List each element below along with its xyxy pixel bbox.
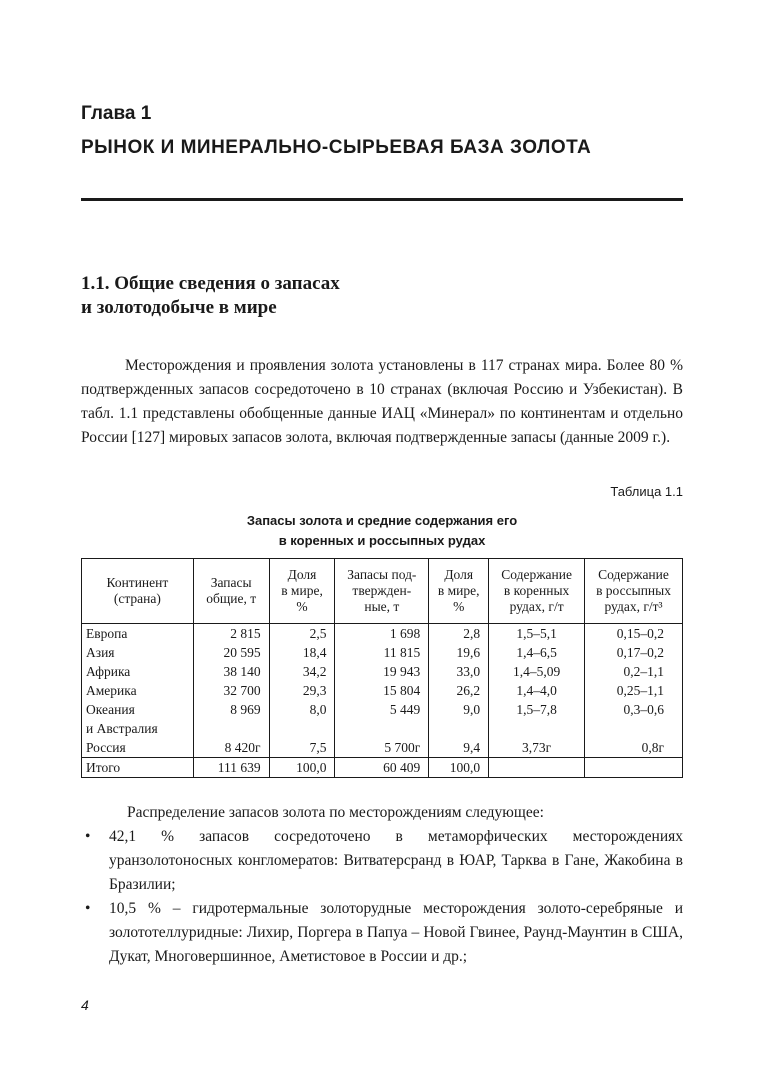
table-cell: 0,8г <box>585 738 683 758</box>
table-row <box>82 738 683 758</box>
table-cell: 0,17–0,2 <box>585 643 683 662</box>
table-cell <box>489 719 585 738</box>
section-title <box>81 272 681 320</box>
gold-reserves-table <box>81 558 683 778</box>
column-header <box>489 559 585 624</box>
chapter-title: РЫНОК И МИНЕРАЛЬНО-СЫРЬЕВАЯ БАЗА ЗОЛОТА <box>81 137 592 158</box>
table-cell: Океания <box>82 700 194 719</box>
table-cell: 26,2 <box>429 681 489 700</box>
table-cell: 2,5 <box>269 624 335 644</box>
table-cell: 15 804 <box>335 681 429 700</box>
table-title-line-2: в коренных и россыпных рудах <box>278 533 486 548</box>
table-body <box>82 624 683 778</box>
table-row <box>82 624 683 644</box>
column-header-line: в россыпных <box>596 583 671 598</box>
column-header-line: Содержание <box>501 567 572 582</box>
table-cell: 1,5–5,1 <box>489 624 585 644</box>
table-cell: 34,2 <box>269 662 335 681</box>
distribution-list <box>81 825 683 969</box>
table-cell: 9,4 <box>429 738 489 758</box>
table-cell: 5 449 <box>335 700 429 719</box>
table-cell: 60 409 <box>335 758 429 778</box>
column-header-line: Запасы под- <box>347 567 417 582</box>
table-cell <box>193 719 269 738</box>
column-header <box>429 559 489 624</box>
table-cell: 1,5–7,8 <box>489 700 585 719</box>
column-header <box>335 559 429 624</box>
column-header-line: в мире, <box>281 583 323 598</box>
column-header-line: Запасы <box>210 575 252 590</box>
page-number: 4 <box>81 997 89 1013</box>
intro-paragraph <box>81 354 683 450</box>
bullet-icon: • <box>85 828 91 845</box>
table-cell: 0,3–0,6 <box>585 700 683 719</box>
table-cell: 20 595 <box>193 643 269 662</box>
table-cell: Америка <box>82 681 194 700</box>
table-cell <box>429 719 489 738</box>
table-cell: 1,4–6,5 <box>489 643 585 662</box>
table-title <box>81 511 683 551</box>
table-cell: 18,4 <box>269 643 335 662</box>
column-header <box>269 559 335 624</box>
bullet-icon: • <box>85 900 91 917</box>
table-cell: Африка <box>82 662 194 681</box>
table-cell: 111 639 <box>193 758 269 778</box>
table-cell: 33,0 <box>429 662 489 681</box>
column-header-line: % <box>453 599 465 614</box>
table-cell: 38 140 <box>193 662 269 681</box>
column-header-line: тверждeн- <box>352 583 412 598</box>
table-row <box>82 643 683 662</box>
table-cell: 2 815 <box>193 624 269 644</box>
table-cell: Азия <box>82 643 194 662</box>
distribution-section <box>81 801 683 969</box>
column-header-line: общие, т <box>206 591 257 606</box>
distribution-lead: Распределение запасов золота по месторождениям следующее: <box>127 804 544 821</box>
table-cell: 0,25–1,1 <box>585 681 683 700</box>
table-cell: Россия <box>82 738 194 758</box>
column-header <box>82 559 194 624</box>
section-title-line-1: 1.1. Общие сведения о запасах <box>81 273 340 294</box>
chapter-label: Глава 1 <box>81 103 152 124</box>
table-cell: Итого <box>82 758 194 778</box>
table-cell: 0,2–1,1 <box>585 662 683 681</box>
table-cell: 0,15–0,2 <box>585 624 683 644</box>
table-cell: 8,0 <box>269 700 335 719</box>
column-header <box>193 559 269 624</box>
column-header-line: рудах, г/т³ <box>604 599 663 614</box>
chapter-divider <box>81 198 683 201</box>
table-row <box>82 719 683 738</box>
table-cell: 32 700 <box>193 681 269 700</box>
table-cell: Европа <box>82 624 194 644</box>
table-cell: 5 700г <box>335 738 429 758</box>
table-cell: 3,73г <box>489 738 585 758</box>
intro-text: Месторождения и проявления золота установлены в 117 странах мира. Более 80 % подтвержденных запасов сосредоточено в 10 странах (включая Россию и Узбекистан). В табл. 1.1 представлены обобщенные данные ИАЦ «Минерал» по континентам и отдельно России [127] мировых запасов золота, включая подтвержденные запасы (данные 2009 г.). <box>81 357 683 446</box>
table-cell: 100,0 <box>429 758 489 778</box>
table-cell <box>489 758 585 778</box>
table-total-row <box>82 758 683 778</box>
column-header-line: в коренных <box>503 583 570 598</box>
table-cell <box>585 719 683 738</box>
table-cell: 19 943 <box>335 662 429 681</box>
table-cell: 2,8 <box>429 624 489 644</box>
list-item-text: 42,1 % запасов сосредоточено в метаморфических месторождениях уранзолотоносных конгломератов: Витватерсранд в ЮАР, Тарква в Гане, Жакобина в Бразилии; <box>109 828 683 893</box>
column-header-line: Доля <box>287 567 317 582</box>
table-cell: 100,0 <box>269 758 335 778</box>
table-cell: 1,4–5,09 <box>489 662 585 681</box>
column-header-line: Содержание <box>598 567 669 582</box>
column-header-line: рудах, г/т <box>509 599 564 614</box>
column-header-line: ные, т <box>364 599 400 614</box>
column-header <box>585 559 683 624</box>
table-row <box>82 662 683 681</box>
table-cell <box>585 758 683 778</box>
table-number: Таблица 1.1 <box>610 484 683 499</box>
list-item <box>81 825 683 897</box>
column-header-line: в мире, <box>437 583 480 598</box>
table-cell: 1,4–4,0 <box>489 681 585 700</box>
section-title-line-2: и золотодобыче в мире <box>81 297 277 318</box>
table-cell: 9,0 <box>429 700 489 719</box>
table-title-line-1: Запасы золота и средние содержания его <box>246 513 518 528</box>
column-header-line: Континент <box>106 575 169 590</box>
column-header-line: (страна) <box>113 591 161 606</box>
list-item-text: 10,5 % – гидротермальные золоторудные месторождения золото-серебряные и золототеллуридные: Лихир, Поргера в Папуа – Новой Гвинее, Раунд-Маунтин в США, Дукат, Многовершинное, Аметистовое в России и др.; <box>109 900 683 965</box>
list-item <box>81 897 683 969</box>
column-header-line: % <box>296 599 308 614</box>
table-cell: 19,6 <box>429 643 489 662</box>
table-row <box>82 700 683 719</box>
table-cell: 1 698 <box>335 624 429 644</box>
table-cell: 29,3 <box>269 681 335 700</box>
table-row <box>82 681 683 700</box>
table-cell: 8 969 <box>193 700 269 719</box>
table-cell: и Австралия <box>82 719 194 738</box>
table-cell: 7,5 <box>269 738 335 758</box>
table-cell <box>335 719 429 738</box>
table-cell: 11 815 <box>335 643 429 662</box>
table-cell: 8 420г <box>193 738 269 758</box>
table-header-row <box>82 559 683 624</box>
table-cell <box>269 719 335 738</box>
column-header-line: Доля <box>444 567 474 582</box>
